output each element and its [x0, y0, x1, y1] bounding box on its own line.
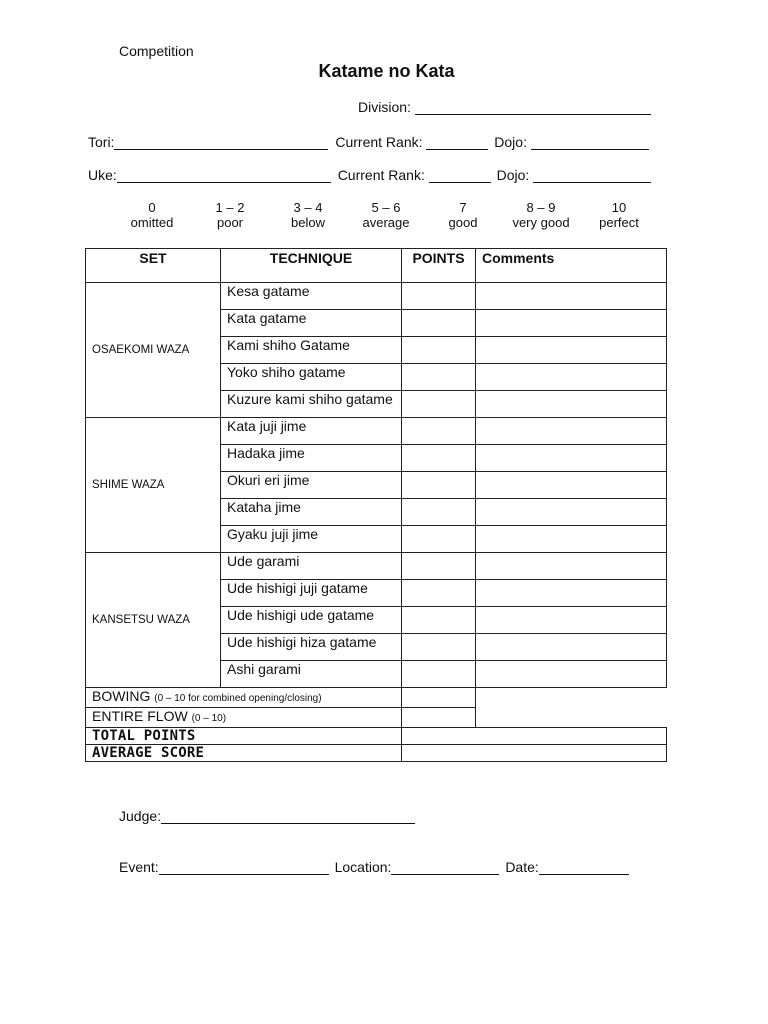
points-cell[interactable] — [402, 337, 476, 364]
comments-cell[interactable] — [476, 634, 667, 661]
points-cell[interactable] — [402, 418, 476, 445]
comments-cell[interactable] — [476, 499, 667, 526]
scale-value: 5 – 6 — [371, 200, 401, 215]
uke-rank-field[interactable] — [429, 168, 491, 183]
header-comments: Comments — [476, 249, 667, 283]
date-field[interactable] — [539, 860, 629, 875]
scale-value: 0 — [148, 200, 156, 215]
bowing-note: (0 – 10 for combined opening/closing) — [154, 693, 322, 704]
comments-cell[interactable] — [476, 445, 667, 472]
technique-name: Kesa gatame — [221, 283, 402, 310]
technique-name: Kataha jime — [221, 499, 402, 526]
flow-points-cell[interactable] — [402, 708, 476, 728]
scale-label: perfect — [599, 215, 639, 230]
scale-item — [418, 200, 508, 230]
comments-cell[interactable] — [476, 337, 667, 364]
header-points: POINTS — [402, 249, 476, 283]
division-row — [358, 99, 651, 115]
flow-label: ENTIRE FLOW — [92, 708, 188, 724]
points-cell[interactable] — [402, 553, 476, 580]
total-label: TOTAL POINTS — [86, 728, 402, 745]
scale-label: good — [448, 215, 478, 230]
technique-name: Kami shiho Gatame — [221, 337, 402, 364]
flow-label-cell — [86, 708, 402, 728]
points-cell[interactable] — [402, 607, 476, 634]
comments-cell[interactable] — [476, 580, 667, 607]
table-header-row — [86, 249, 667, 283]
date-label: Date: — [505, 859, 539, 875]
comments-cell[interactable] — [476, 364, 667, 391]
scale-label: very good — [512, 215, 570, 230]
technique-name: Hadaka jime — [221, 445, 402, 472]
uke-rank-label: Current Rank: — [337, 167, 425, 183]
scale-item — [263, 200, 353, 230]
division-field[interactable] — [415, 100, 651, 115]
points-cell[interactable] — [402, 580, 476, 607]
table-row — [86, 553, 667, 580]
tori-dojo-label: Dojo: — [494, 134, 527, 150]
division-label: Division: — [358, 99, 411, 115]
comments-cell[interactable] — [476, 526, 667, 553]
points-cell[interactable] — [402, 445, 476, 472]
event-label: Event: — [119, 859, 159, 875]
page-title: Katame no Kata — [318, 61, 455, 81]
table-row — [86, 283, 667, 310]
table-row — [86, 418, 667, 445]
tori-dojo-field[interactable] — [531, 135, 649, 150]
event-row — [119, 859, 629, 875]
bowing-label-cell — [86, 688, 402, 708]
uke-row — [88, 167, 651, 183]
scale-value: 10 — [611, 200, 627, 215]
header-technique: TECHNIQUE — [221, 249, 402, 283]
bowing-row — [86, 688, 667, 708]
comments-cell[interactable] — [476, 283, 667, 310]
scale-item — [185, 200, 275, 230]
technique-name: Kuzure kami shiho gatame — [221, 391, 402, 418]
technique-name: Okuri eri jime — [221, 472, 402, 499]
comments-cell[interactable] — [476, 607, 667, 634]
flow-note: (0 – 10) — [191, 713, 227, 724]
scale-item — [107, 200, 197, 230]
technique-name: Ude hishigi ude gatame — [221, 607, 402, 634]
points-cell[interactable] — [402, 364, 476, 391]
header-set: SET — [86, 249, 221, 283]
scale-label: poor — [216, 215, 244, 230]
uke-name-field[interactable] — [117, 168, 331, 183]
points-cell[interactable] — [402, 283, 476, 310]
points-cell[interactable] — [402, 310, 476, 337]
uke-label: Uke: — [88, 167, 117, 183]
total-points-cell[interactable] — [402, 728, 667, 745]
comments-cell[interactable] — [476, 661, 667, 688]
set-kansetsu-waza: KANSETSU WAZA — [86, 553, 221, 688]
judge-field[interactable] — [161, 809, 415, 824]
points-cell[interactable] — [402, 472, 476, 499]
judge-label: Judge: — [119, 808, 162, 824]
flow-row — [86, 708, 667, 728]
scale-value: 3 – 4 — [293, 200, 323, 215]
flow-comments-cell — [476, 708, 667, 728]
points-cell[interactable] — [402, 661, 476, 688]
scale-value: 8 – 9 — [526, 200, 556, 215]
bowing-comments-cell — [476, 688, 667, 708]
tori-rank-field[interactable] — [426, 135, 488, 150]
comments-cell[interactable] — [476, 391, 667, 418]
comments-cell[interactable] — [476, 553, 667, 580]
bowing-label: BOWING — [92, 688, 151, 704]
location-field[interactable] — [391, 860, 499, 875]
uke-dojo-field[interactable] — [533, 168, 651, 183]
competition-label: Competition — [119, 43, 194, 59]
points-cell[interactable] — [402, 526, 476, 553]
judge-row — [119, 808, 415, 824]
technique-name: Kata gatame — [221, 310, 402, 337]
score-table — [85, 248, 667, 762]
technique-name: Yoko shiho gatame — [221, 364, 402, 391]
comments-cell[interactable] — [476, 418, 667, 445]
average-score-cell[interactable] — [402, 745, 667, 762]
tori-label: Tori: — [88, 134, 115, 150]
scale-value: 1 – 2 — [215, 200, 245, 215]
scale-label: average — [362, 215, 410, 230]
tori-row — [88, 134, 649, 150]
technique-name: Gyaku juji jime — [221, 526, 402, 553]
uke-dojo-label: Dojo: — [496, 167, 530, 183]
technique-name: Kata juji jime — [221, 418, 402, 445]
scale-item — [496, 200, 586, 230]
event-field[interactable] — [159, 860, 329, 875]
set-osaekomi-waza: OSAEKOMI WAZA — [86, 283, 221, 418]
points-cell[interactable] — [402, 499, 476, 526]
points-cell[interactable] — [402, 391, 476, 418]
location-label: Location: — [334, 859, 392, 875]
comments-cell[interactable] — [476, 472, 667, 499]
average-row — [86, 745, 667, 762]
comments-cell[interactable] — [476, 310, 667, 337]
points-cell[interactable] — [402, 634, 476, 661]
scale-item — [574, 200, 664, 230]
total-row — [86, 728, 667, 745]
technique-name: Ude garami — [221, 553, 402, 580]
scale-label: omitted — [130, 215, 174, 230]
technique-name: Ude hishigi hiza gatame — [221, 634, 402, 661]
tori-rank-label: Current Rank: — [335, 134, 423, 150]
tori-name-field[interactable] — [114, 135, 328, 150]
bowing-points-cell[interactable] — [402, 688, 476, 708]
technique-name: Ashi garami — [221, 661, 402, 688]
technique-name: Ude hishigi juji gatame — [221, 580, 402, 607]
scale-value: 7 — [459, 200, 467, 215]
average-label: AVERAGE SCORE — [86, 745, 402, 762]
scale-label: below — [291, 215, 325, 230]
set-shime-waza: SHIME WAZA — [86, 418, 221, 553]
